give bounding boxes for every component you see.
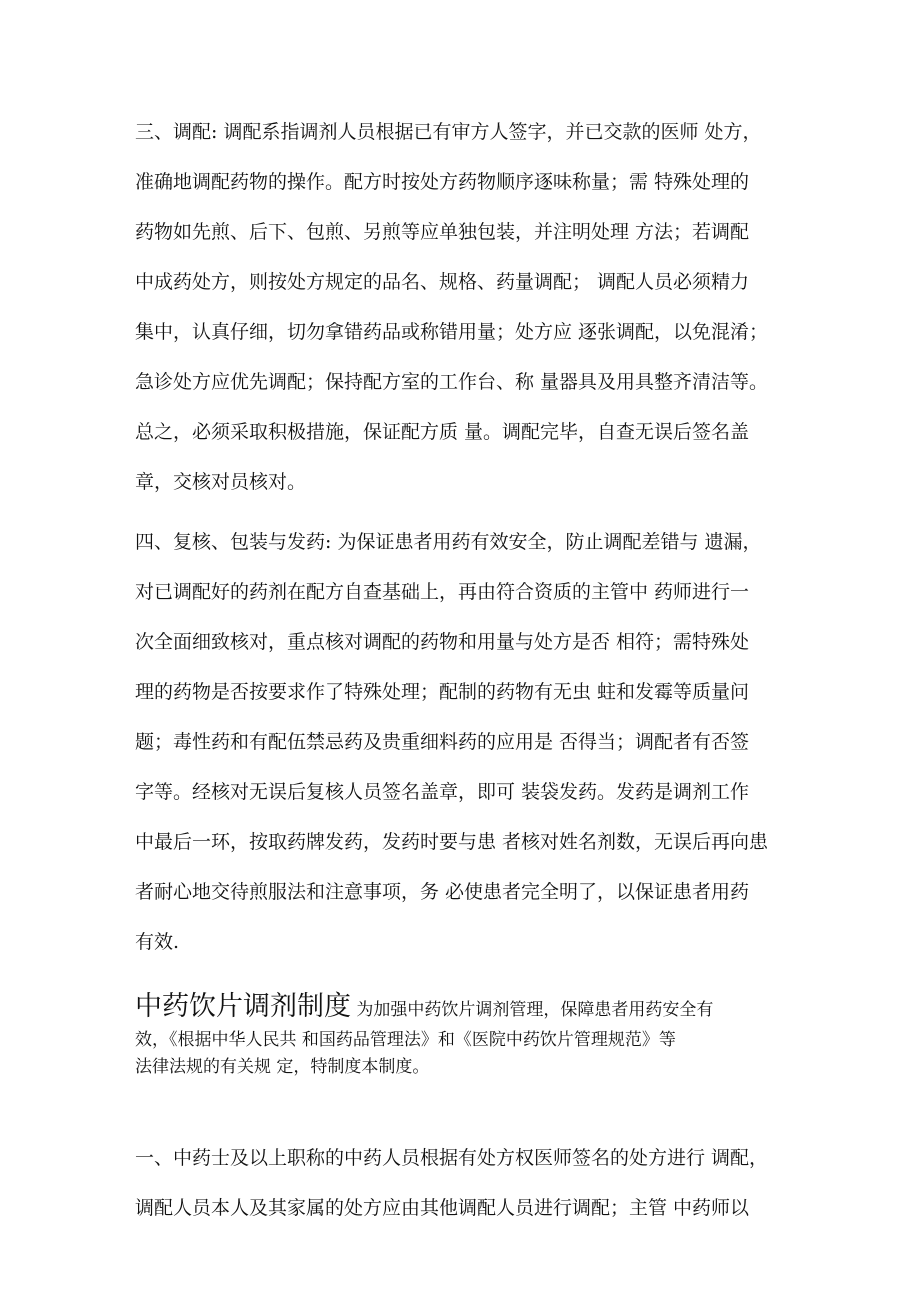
- text-line: 字等。经核对无误后复核人员签名盖章，即可 装袋发药。发药是调剂工作: [135, 781, 750, 803]
- text-line: 中最后一环，按取药牌发药，发药时要与患 者核对姓名剂数，无误后再向患: [135, 831, 769, 853]
- section-herbal-pieces: [135, 987, 785, 1081]
- text-line: 一、中药士及以上职称的中药人员根据有处方权医师签名的处方进行 调配，: [135, 1147, 769, 1169]
- section-title: 中药饮片调剂制度: [135, 991, 351, 1022]
- text-line: 准确地调配药物的操作。配方时按处方药物顺序逐味称量；需 特殊处理的: [135, 171, 750, 193]
- text-line: 调配人员本人及其家属的处方应由其他调配人员进行调配；主管 中药师以: [135, 1197, 750, 1219]
- text-line: 集中，认真仔细，切勿拿错药品或称错用量；处方应 逐张调配，以免混淆；: [135, 321, 769, 343]
- text-line: 药物如先煎、后下、包煎、另煎等应单独包装，并注明处理 方法；若调配: [135, 221, 750, 243]
- text-line: 次全面细致核对，重点核对调配的药物和用量与处方是否 相符；需特殊处: [135, 631, 750, 653]
- paragraph-dispensing: [135, 107, 785, 507]
- text-line: 题；毒性药和有配伍禁忌药及贵重细料药的应用是 否得当；调配者有否签: [135, 731, 750, 753]
- paragraph-staff-qualification: [135, 1133, 785, 1233]
- paragraph-review-packaging: [135, 517, 785, 967]
- text-line: 总之，必须采取积极措施，保证配方质 量。调配完毕，自查无误后签名盖: [135, 421, 750, 443]
- text-line: 章，交核对员核对。: [135, 471, 307, 493]
- text-line: 有效.: [135, 931, 180, 953]
- text-line: 法律法规的有关规 定，特制度本制度。: [135, 1057, 430, 1077]
- text-line: 四、复核、包装与发药: 为保证患者用药有效安全，防止调配差错与 遗漏，: [135, 531, 762, 553]
- text-line: 中成药处方，则按处方规定的品名、规格、药量调配； 调配人员必须精力: [135, 271, 750, 293]
- text-line: 者耐心地交待煎服法和注意事项，务 必使患者完全明了，以保证患者用药: [135, 881, 750, 903]
- heading-line: [135, 987, 785, 1027]
- text-line: 理的药物是否按要求作了特殊处理；配制的药物有无虫 蛀和发霉等质量问: [135, 681, 750, 703]
- intro-text: 为加强中药饮片调剂管理，保障患者用药安全有: [351, 1000, 714, 1020]
- text-line: 效，《根据中华人民共 和国药品管理法》和《医院中药饮片管理规范》等: [135, 1030, 676, 1050]
- text-line: 急诊处方应优先调配；保持配方室的工作台、称 量器具及用具整齐清洁等。: [135, 371, 769, 393]
- text-line: 对已调配好的药剂在配方自查基础上，再由符合资质的主管中 药师进行一: [135, 581, 750, 603]
- text-line: 三、调配: 调配系指调剂人员根据已有审方人签字，并已交款的医师 处方，: [135, 121, 762, 143]
